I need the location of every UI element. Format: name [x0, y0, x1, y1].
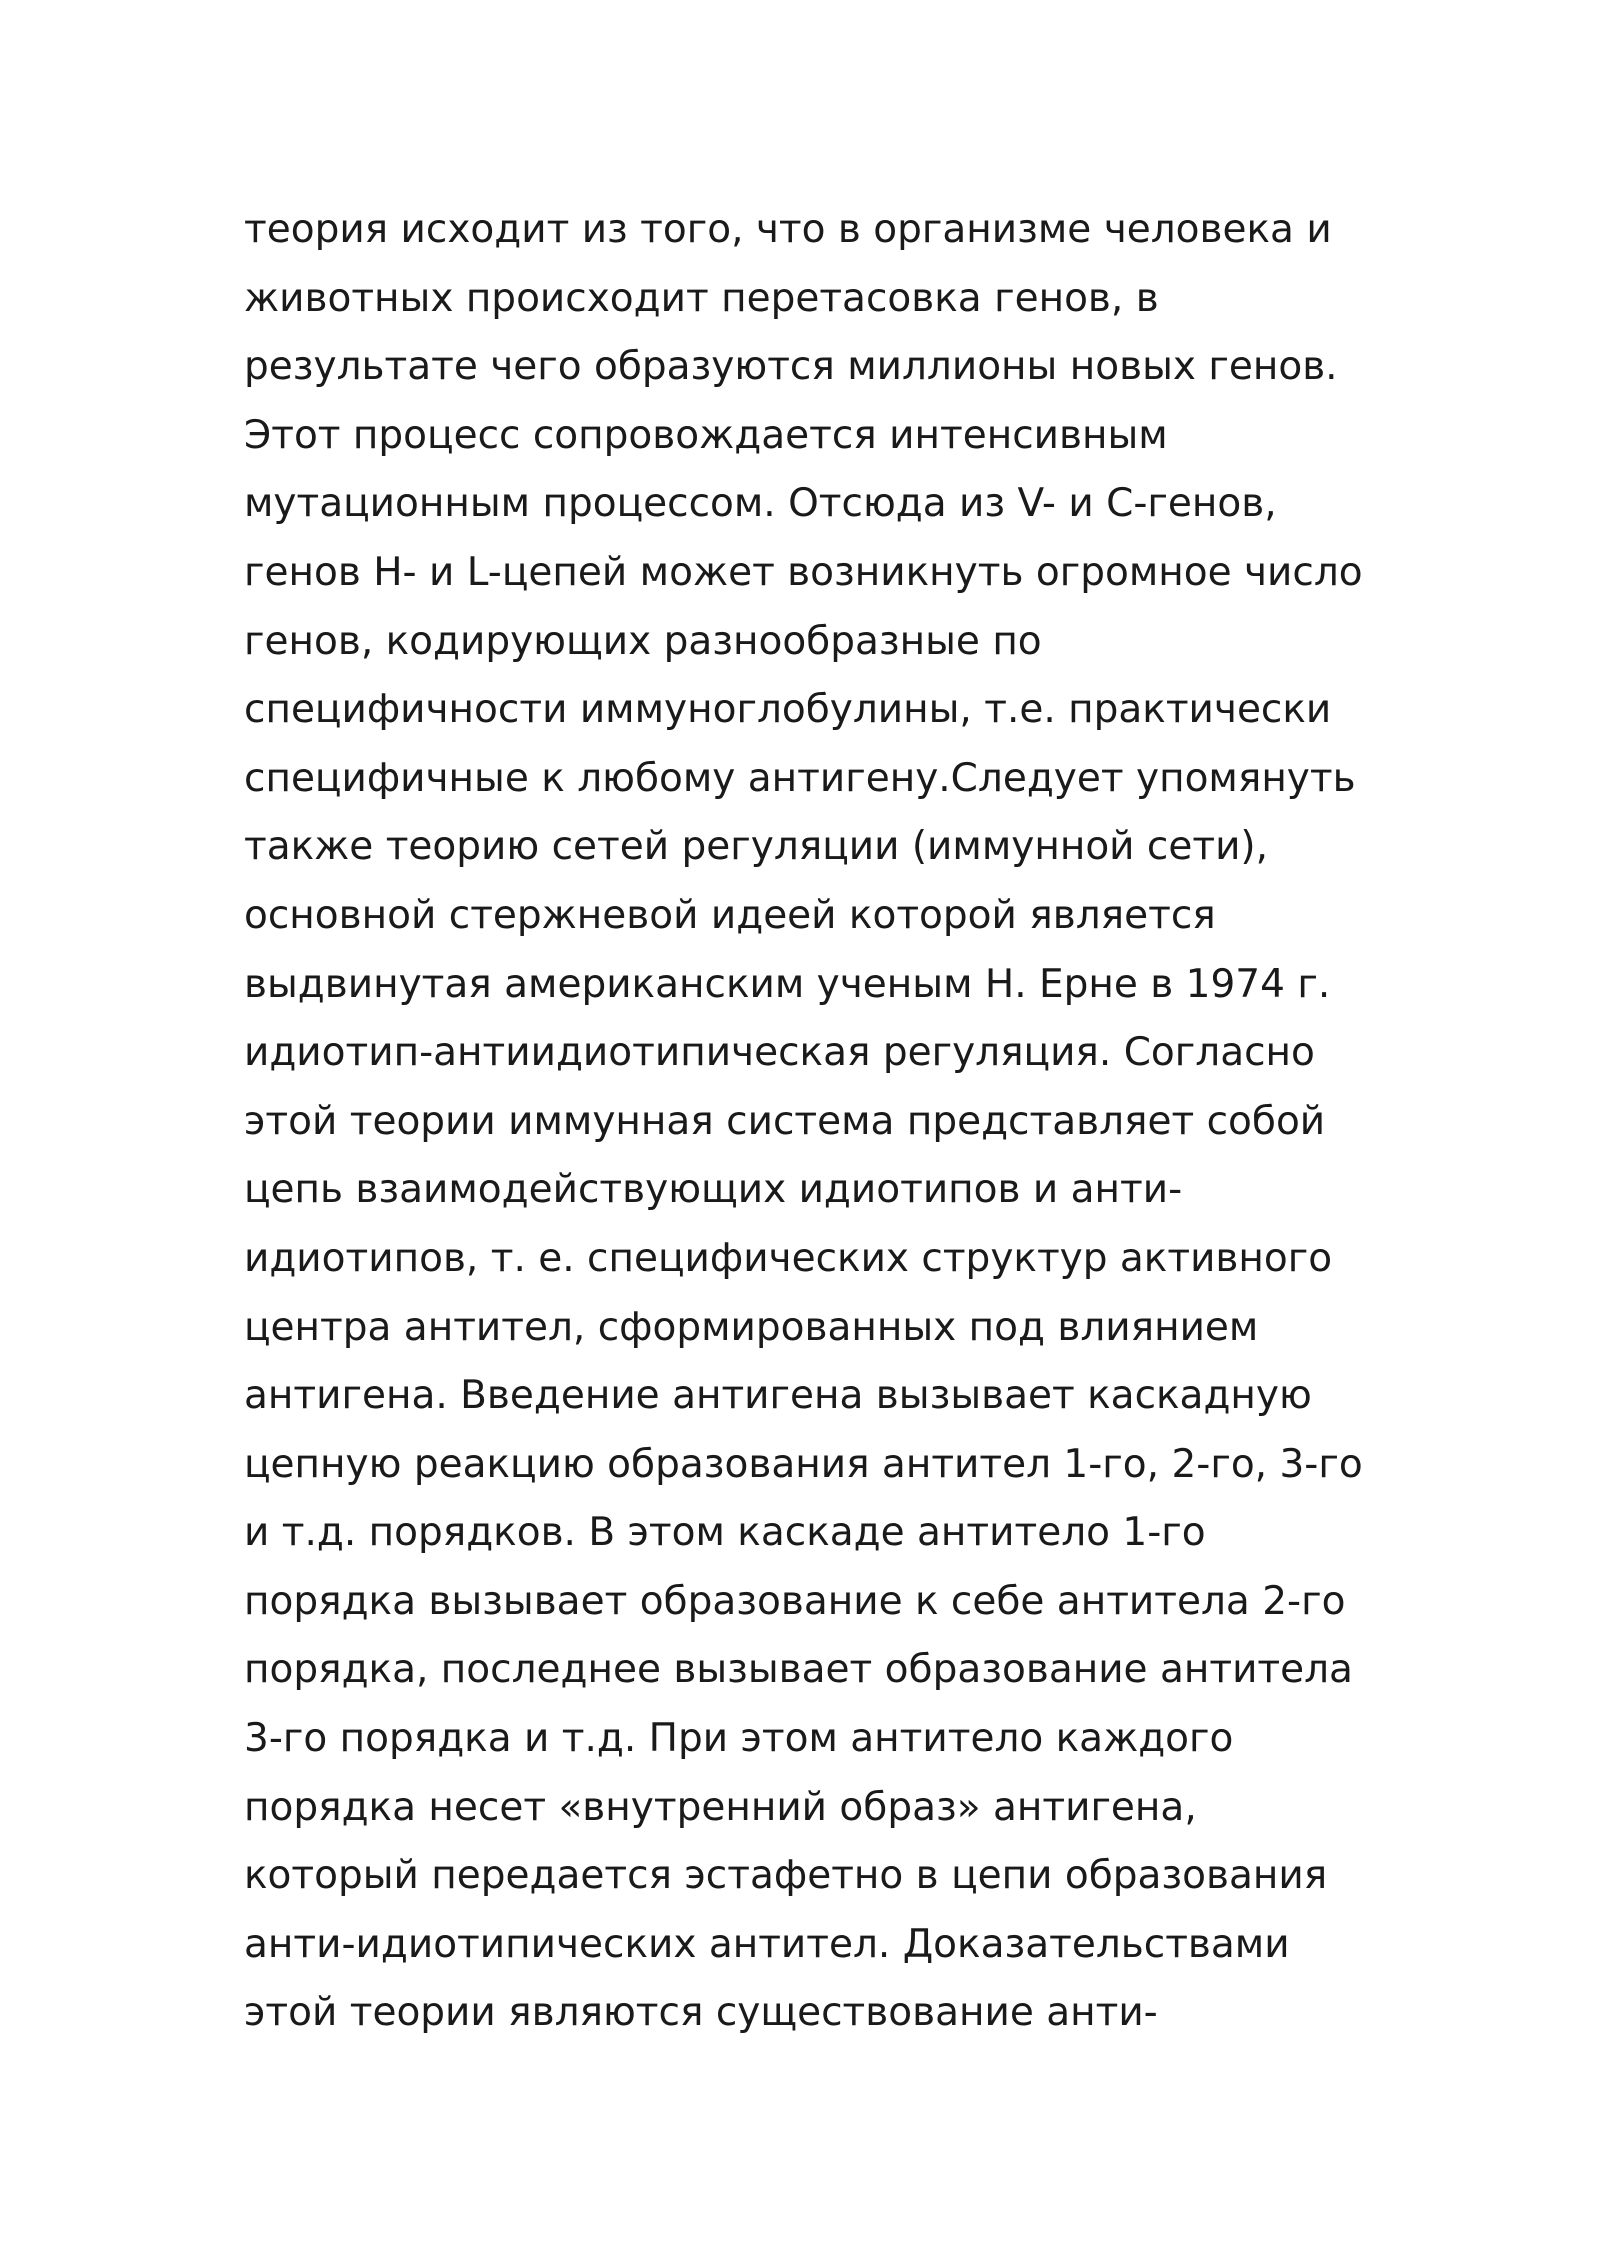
text-line: генов Н- и L-цепей может возникнуть огромное число	[244, 549, 1363, 595]
text-line: специфичности иммуноглобулины, т.е. практически	[244, 687, 1332, 733]
text-line: Этот процесс сопровождается интенсивным	[244, 412, 1168, 458]
text-line: животных происходит перетасовка генов, в	[244, 275, 1159, 321]
text-line: мутационным процессом. Отсюда из V- и С-генов,	[244, 481, 1277, 527]
text-line: 3-го порядка и т.д. При этом антитело каждого	[244, 1716, 1234, 1762]
text-line: генов, кодирующих разнообразные по	[244, 618, 1042, 664]
text-line: специфичные к любому антигену.Следует упомянуть	[244, 755, 1356, 801]
text-line: порядка вызывает образование к себе антитела 2-го	[244, 1578, 1346, 1624]
text-line: идиотипов, т. е. специфических структур активного	[244, 1235, 1333, 1281]
text-line: основной стержневой идеей которой является	[244, 892, 1216, 938]
text-line: результате чего образуются миллионы новых генов.	[244, 344, 1338, 390]
text-line: выдвинутая американским ученым Н. Ерне в 1974 г.	[244, 961, 1331, 1007]
body-paragraph	[244, 196, 1394, 2048]
text-line: антигена. Введение антигена вызывает каскадную	[244, 1373, 1312, 1419]
text-line: порядка, последнее вызывает образование антитела	[244, 1647, 1353, 1693]
text-line: центра антител, сформированных под влиянием	[244, 1304, 1259, 1350]
text-line: анти-идиотипических антител. Доказательствами	[244, 1921, 1290, 1967]
text-line: порядка несет «внутренний образ» антигена,	[244, 1784, 1197, 1830]
text-line: идиотип-антиидиотипическая регуляция. Согласно	[244, 1030, 1315, 1076]
text-line: и т.д. порядков. В этом каскаде антитело 1-го	[244, 1510, 1206, 1556]
text-line: этой теории являются существование анти-	[244, 1990, 1158, 2036]
text-line: который передается эстафетно в цепи образования	[244, 1853, 1328, 1899]
text-line: цепную реакцию образования антител 1-го, 2-го, 3-го	[244, 1441, 1363, 1487]
text-line: также теорию сетей регуляции (иммунной сети),	[244, 824, 1269, 870]
text-line: этой теории иммунная система представляет собой	[244, 1098, 1326, 1144]
text-line: цепь взаимодействующих идиотипов и анти-	[244, 1167, 1183, 1213]
text-line: теория исходит из того, что в организме человека и	[244, 207, 1332, 252]
